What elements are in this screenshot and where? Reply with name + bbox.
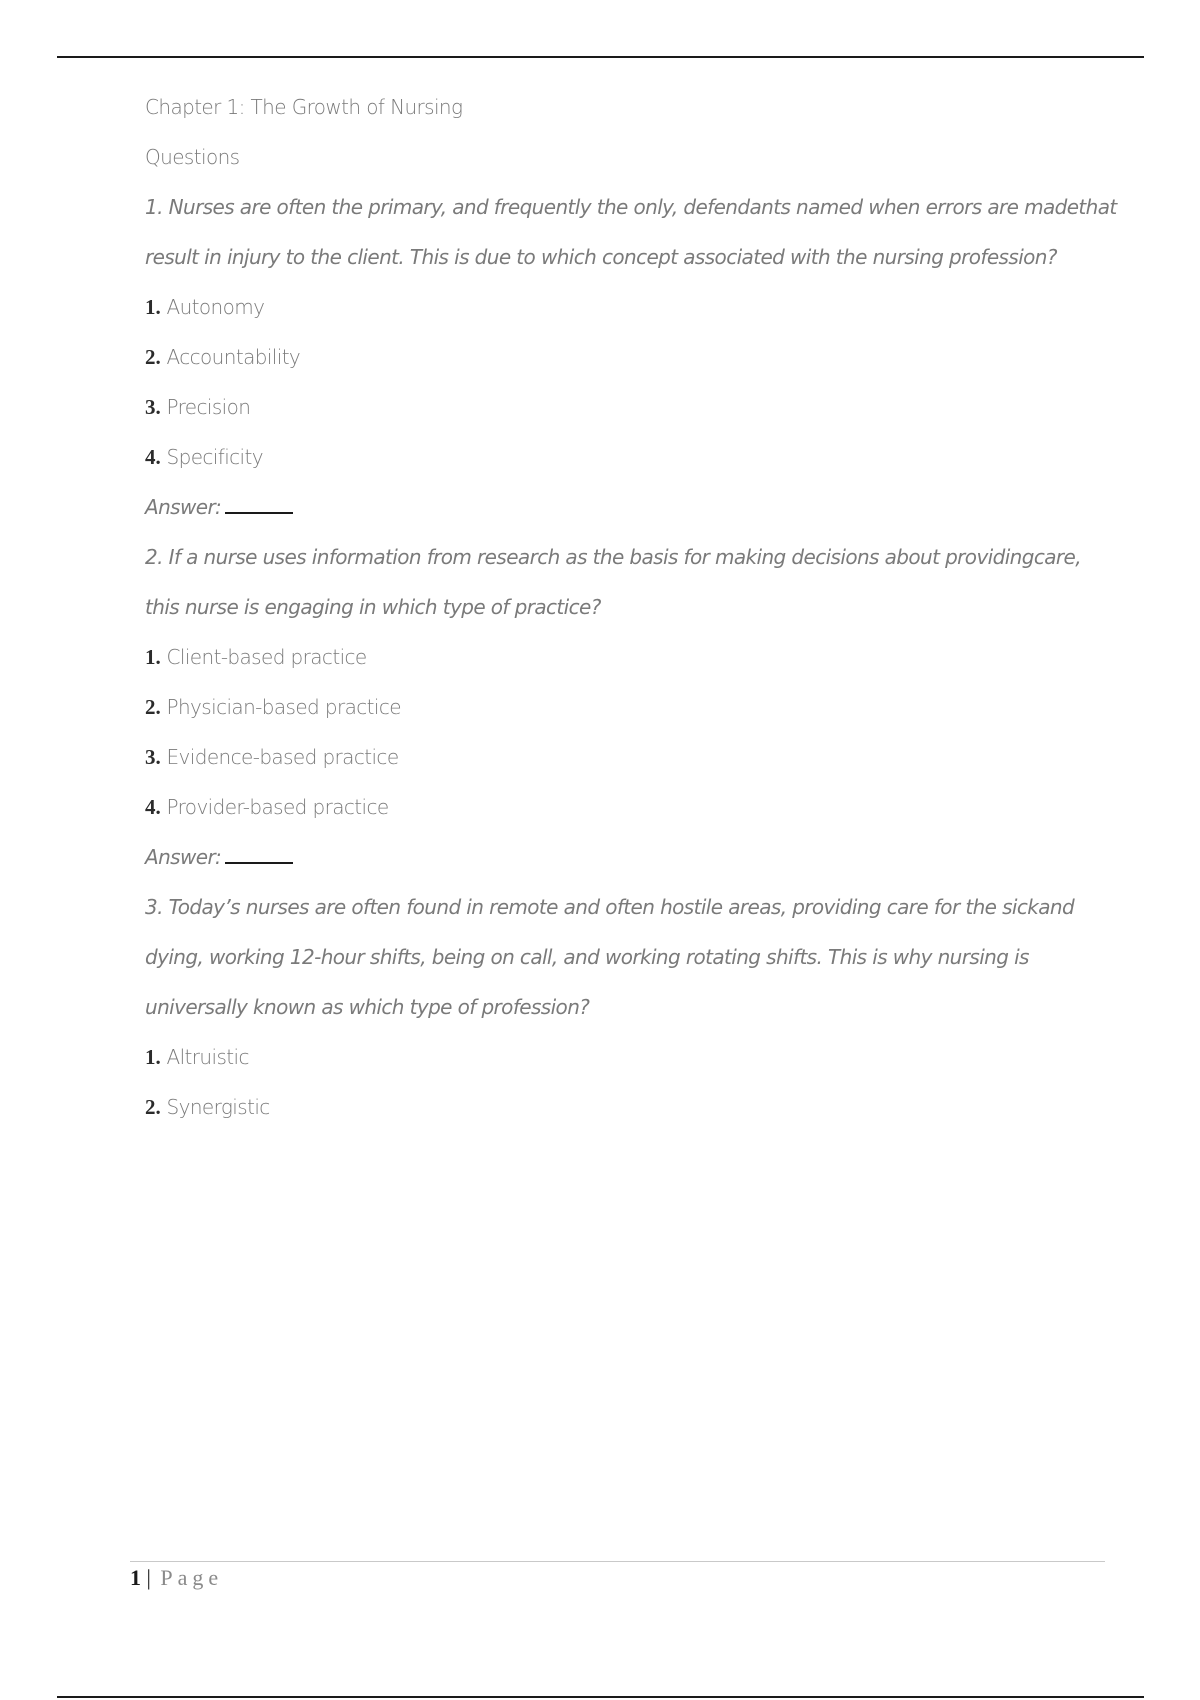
option-number: 2. xyxy=(145,345,161,369)
page-label: Page xyxy=(160,1565,224,1590)
question-2-answer xyxy=(145,832,1105,882)
page-footer xyxy=(130,1565,223,1591)
question-2-option-1 xyxy=(145,632,1105,682)
option-text: Specificity xyxy=(166,445,263,469)
option-text: Altruistic xyxy=(166,1045,249,1069)
question-3 xyxy=(145,882,1105,1132)
question-1-answer xyxy=(145,482,1105,532)
question-1-option-4 xyxy=(145,432,1105,482)
question-1-stem-line-1: 1. Nurses are often the primary, and frequently the only, defendants named when errors are madethat xyxy=(145,195,1117,219)
question-1-stem-line-2: result in injury to the client. This is due to which concept associated with the nursing profession? xyxy=(145,245,1057,269)
question-2-stem-line-1: 2. If a nurse uses information from research as the basis for making decisions about providingcare, xyxy=(145,545,1081,569)
question-2-stem-line-2: this nurse is engaging in which type of practice? xyxy=(145,595,601,619)
footer-separator: | xyxy=(146,1565,151,1590)
top-rule xyxy=(57,56,1144,58)
page-number: 1 xyxy=(130,1565,141,1590)
option-text: Provider-based practice xyxy=(166,795,389,819)
option-number: 2. xyxy=(145,695,161,719)
answer-blank xyxy=(225,490,293,514)
option-text: Precision xyxy=(166,395,251,419)
option-number: 4. xyxy=(145,795,161,819)
question-3-stem-line-2: dying, working 12-hour shifts, being on call, and working rotating shifts. This is why nursing is xyxy=(145,945,1029,969)
option-text: Client-based practice xyxy=(166,645,367,669)
option-number: 1. xyxy=(145,645,161,669)
option-number: 3. xyxy=(145,745,161,769)
chapter-title: Chapter 1: The Growth of Nursing xyxy=(145,95,463,119)
option-number: 2. xyxy=(145,1095,161,1119)
question-3-option-1 xyxy=(145,1032,1105,1082)
option-number: 4. xyxy=(145,445,161,469)
question-1-option-1 xyxy=(145,282,1105,332)
option-text: Autonomy xyxy=(166,295,265,319)
answer-label: Answer: xyxy=(145,495,222,519)
question-3-option-2 xyxy=(145,1082,1105,1132)
option-number: 1. xyxy=(145,1045,161,1069)
question-1-option-3 xyxy=(145,382,1105,432)
question-2-option-2 xyxy=(145,682,1105,732)
question-3-stem-line-1: 3. Today’s nurses are often found in remote and often hostile areas, providing care for the sickand xyxy=(145,895,1075,919)
option-number: 3. xyxy=(145,395,161,419)
bottom-rule xyxy=(57,1696,1144,1698)
section-label: Questions xyxy=(145,145,240,169)
question-1 xyxy=(145,182,1117,532)
question-1-option-2 xyxy=(145,332,1105,382)
document-body xyxy=(145,82,1117,1132)
question-2-option-4 xyxy=(145,782,1105,832)
option-number: 1. xyxy=(145,295,161,319)
footer-rule xyxy=(130,1561,1105,1562)
answer-blank xyxy=(225,840,293,864)
question-3-stem-line-3: universally known as which type of profession? xyxy=(145,995,590,1019)
option-text: Evidence-based practice xyxy=(166,745,399,769)
option-text: Accountability xyxy=(166,345,301,369)
option-text: Physician-based practice xyxy=(166,695,401,719)
question-2-option-3 xyxy=(145,732,1105,782)
answer-label: Answer: xyxy=(145,845,222,869)
question-2 xyxy=(145,532,1105,882)
option-text: Synergistic xyxy=(166,1095,270,1119)
